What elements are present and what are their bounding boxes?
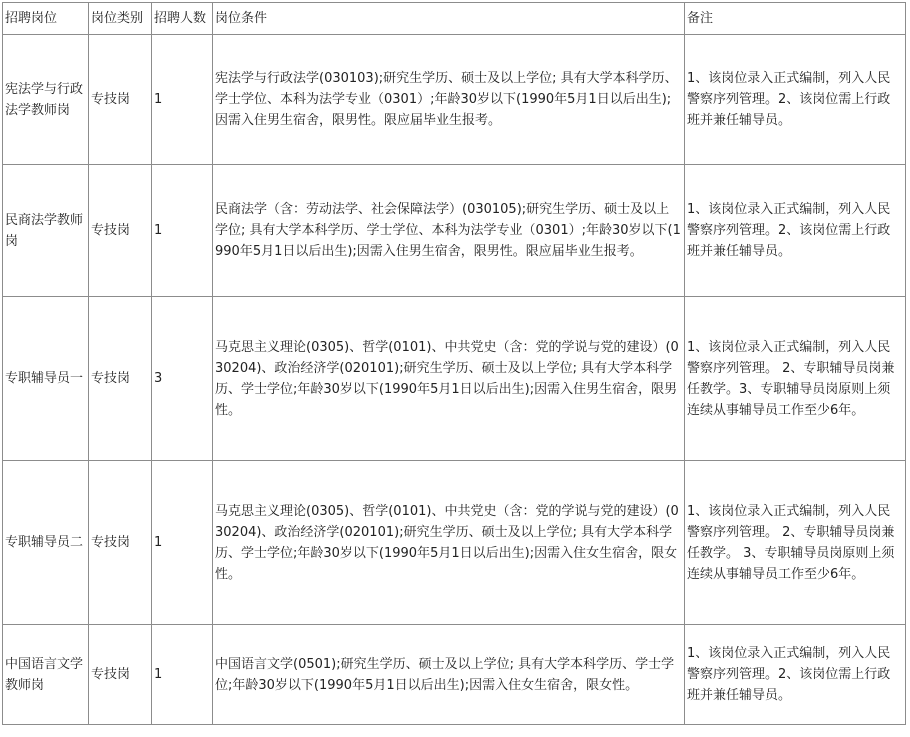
position-cell: 专职辅导员二 bbox=[3, 461, 89, 625]
remarks-cell: 1、该岗位录入正式编制，列入人民警察序列管理。 2、专职辅导员岗兼任教学。3、专职辅导员岗原则上须连续从事辅导员工作至少6年。 bbox=[685, 297, 906, 461]
header-category: 岗位类别 bbox=[89, 3, 152, 35]
position-cell: 宪法学与行政法学教师岗 bbox=[3, 35, 89, 165]
conditions-cell: 马克思主义理论(0305)、哲学(0101)、中共党史（含：党的学说与党的建设）(030204)、政治经济学(020101);研究生学历、硕士及以上学位; 具有大学本科学历、学士学位;年龄30岁以下(1990年5月1日以后出生);因需入住男生宿舍，限男性。 bbox=[213, 297, 685, 461]
header-position: 招聘岗位 bbox=[3, 3, 89, 35]
table-row bbox=[3, 35, 906, 165]
table-row bbox=[3, 297, 906, 461]
header-remarks: 备注 bbox=[685, 3, 906, 35]
position-cell: 民商法学教师岗 bbox=[3, 165, 89, 297]
conditions-cell: 中国语言文学(0501);研究生学历、硕士及以上学位; 具有大学本科学历、学士学位;年龄30岁以下(1990年5月1日以后出生);因需入住女生宿舍，限女性。 bbox=[213, 625, 685, 725]
category-cell: 专技岗 bbox=[89, 165, 152, 297]
category-cell: 专技岗 bbox=[89, 461, 152, 625]
position-cell: 中国语言文学教师岗 bbox=[3, 625, 89, 725]
table-row bbox=[3, 165, 906, 297]
remarks-cell: 1、该岗位录入正式编制，列入人民警察序列管理。2、该岗位需上行政班并兼任辅导员。 bbox=[685, 165, 906, 297]
count-cell: 3 bbox=[152, 297, 213, 461]
conditions-cell: 马克思主义理论(0305)、哲学(0101)、中共党史（含：党的学说与党的建设）(030204)、政治经济学(020101);研究生学历、硕士及以上学位; 具有大学本科学历、学士学位;年龄30岁以下(1990年5月1日以后出生);因需入住女生宿舍，限女性。 bbox=[213, 461, 685, 625]
recruitment-table bbox=[2, 2, 906, 725]
count-cell: 1 bbox=[152, 625, 213, 725]
conditions-cell: 宪法学与行政法学(030103);研究生学历、硕士及以上学位; 具有大学本科学历、学士学位、本科为法学专业（0301）;年龄30岁以下(1990年5月1日以后出生);因需入住男生宿舍，限男性。限应届毕业生报考。 bbox=[213, 35, 685, 165]
count-cell: 1 bbox=[152, 165, 213, 297]
table-row bbox=[3, 461, 906, 625]
category-cell: 专技岗 bbox=[89, 35, 152, 165]
count-cell: 1 bbox=[152, 461, 213, 625]
category-cell: 专技岗 bbox=[89, 625, 152, 725]
count-cell: 1 bbox=[152, 35, 213, 165]
remarks-cell: 1、该岗位录入正式编制，列入人民警察序列管理。 2、专职辅导员岗兼任教学。 3、专职辅导员岗原则上须连续从事辅导员工作至少6年。 bbox=[685, 461, 906, 625]
table-row bbox=[3, 625, 906, 725]
header-count: 招聘人数 bbox=[152, 3, 213, 35]
category-cell: 专技岗 bbox=[89, 297, 152, 461]
table-header-row bbox=[3, 3, 906, 35]
remarks-cell: 1、该岗位录入正式编制，列入人民警察序列管理。2、该岗位需上行政班并兼任辅导员。 bbox=[685, 35, 906, 165]
position-cell: 专职辅导员一 bbox=[3, 297, 89, 461]
remarks-cell: 1、该岗位录入正式编制，列入人民警察序列管理。2、该岗位需上行政班并兼任辅导员。 bbox=[685, 625, 906, 725]
conditions-cell: 民商法学（含：劳动法学、社会保障法学）(030105);研究生学历、硕士及以上学位; 具有大学本科学历、学士学位、本科为法学专业（0301）;年龄30岁以下(1990年5月1日以后出生);因需入住男生宿舍，限男性。限应届毕业生报考。 bbox=[213, 165, 685, 297]
header-conditions: 岗位条件 bbox=[213, 3, 685, 35]
